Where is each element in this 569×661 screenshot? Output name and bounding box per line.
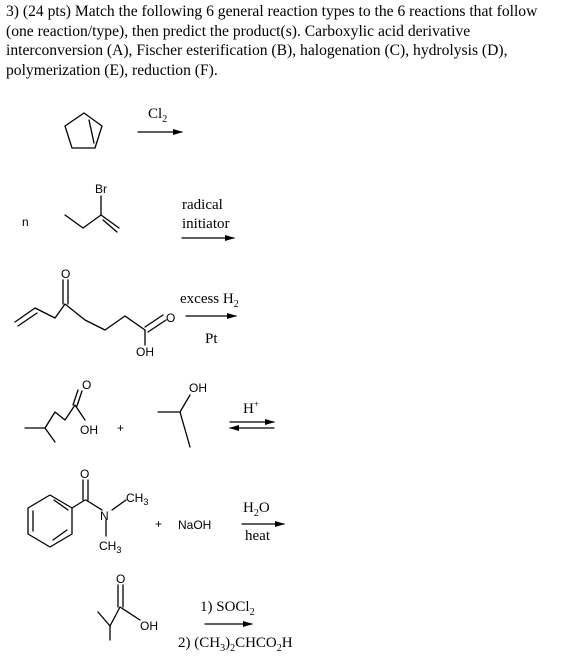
pt-catalyst-label: Pt [205, 331, 218, 347]
n-prefix: n [22, 215, 29, 229]
isovaleric-branch [45, 428, 55, 442]
acid-catalyst-label: H+ [243, 399, 259, 417]
alcohol-structure [158, 395, 190, 412]
alcohol-oh-label: OH [189, 381, 207, 395]
question-line-4: polymerization (E), reduction (F). [6, 61, 218, 79]
alcohol-chain [180, 412, 190, 447]
acid-oxygen-label: O [166, 311, 176, 325]
question-line-2: (one reaction/type), then predict the product(s). Carboxylic acid derivative [6, 22, 471, 40]
excess-h2-reagent: excess $H_2$ [180, 291, 239, 310]
ketone-oxygen-label: O [61, 267, 71, 281]
acid-co-bond-a [145, 315, 163, 327]
isovaleric-acid-structure [25, 405, 85, 428]
isobutyric-acid-structure [98, 607, 140, 626]
socl2-step: 1) SOCl$_2$ [200, 599, 255, 618]
acid-4-oh-label: OH [80, 423, 98, 437]
n-methyl-bottom-label: $CH_3$ [99, 539, 122, 555]
n-methyl-top-bond [112, 500, 126, 510]
reaction-4 [25, 390, 274, 447]
acid-4-co-bond-b [77, 391, 82, 406]
benzene-ring [28, 495, 72, 547]
n-methyl-top-label: $CH_3$ [126, 491, 149, 507]
keto-acid-structure [15, 304, 145, 330]
acid-4-oxygen-label: O [82, 378, 92, 392]
acid-6-oxygen-label: O [116, 572, 126, 586]
isobutyric-acid-step: 2) $(CH_3)_2CHCO_2H$ [178, 635, 293, 654]
initiator-label: initiator [182, 216, 230, 232]
plus-sign-4: + [117, 421, 125, 435]
cyclopentene-structure [65, 113, 102, 148]
water-reagent: $H_2O$ [243, 500, 270, 519]
radical-label: radical [182, 197, 223, 213]
amide-nitrogen-label: N [100, 509, 109, 523]
acid-6-oh-label: OH [140, 619, 158, 633]
acid-co-bond-b [148, 320, 166, 332]
bromine-atom-label: Br [95, 182, 107, 196]
terminal-double-bond [18, 313, 37, 326]
naoh-label: NaOH [178, 518, 212, 532]
plus-sign-5: + [155, 517, 163, 531]
reaction-3 [15, 280, 236, 345]
acid-oh-label: OH [136, 345, 154, 359]
question-line-3: interconversion (A), Fischer esterification (B), halogenation (C), hydrolysis (D), [6, 42, 508, 59]
cl2-reagent: $Cl_2$ [148, 106, 168, 125]
heat-label: heat [245, 528, 270, 544]
acid-4-co-bond-a [73, 390, 78, 405]
ring-carbonyl-bond [72, 500, 85, 508]
cyclopentene-double-bond [89, 120, 94, 143]
amide-oxygen-label: O [80, 467, 90, 481]
question-line-1: 3) (24 pts) Match the following 6 general reaction types to the 6 reactions that follow [6, 3, 538, 20]
